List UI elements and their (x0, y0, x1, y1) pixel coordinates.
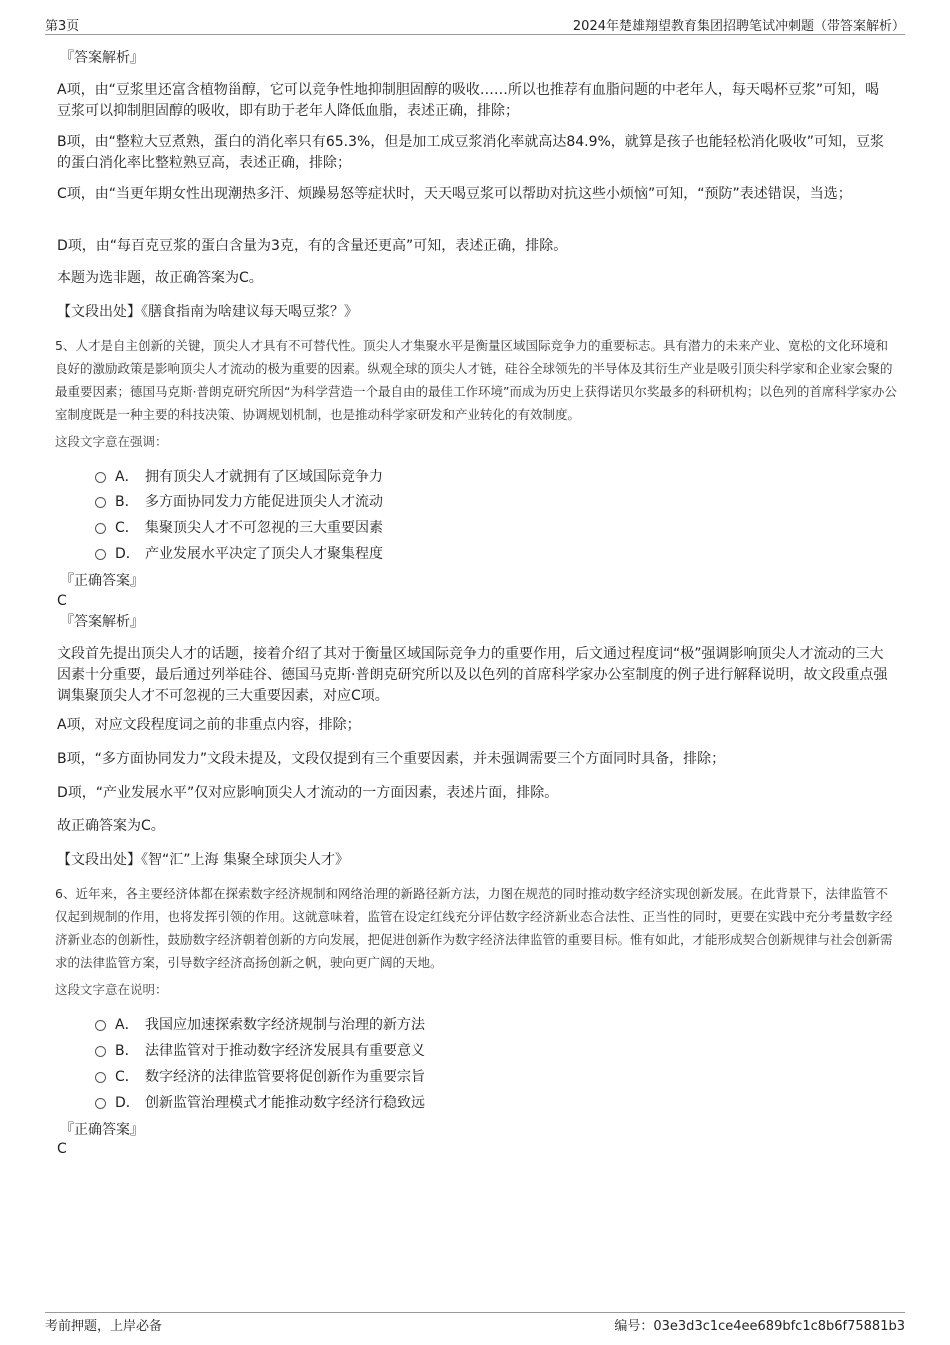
q4-conclusion: 本题为选非题，故正确答案为C。 (57, 270, 263, 286)
option-key: C． (115, 1069, 139, 1085)
q4-analysis-a: A项，由“豆浆里还富含植物甾醇，它可以竞争性地抑制胆固醇的吸收……所以也推荐有血脂问题的中老年人，每天喝杯豆浆”可知，喝豆浆可以抑制胆固醇的吸收，即有助于老年人降低血脂，表述正确，排除； (57, 82, 880, 119)
radio-icon[interactable] (95, 1072, 106, 1083)
page-footer (45, 1312, 905, 1335)
q6-answer-label: 『正确答案』 (60, 1122, 144, 1138)
option-text: 多方面协同发力方能促进顶尖人才流动 (145, 494, 383, 510)
footer-slogan: 考前押题，上岸必备 (45, 1319, 163, 1334)
q6-prompt: 这段文字意在说明： (55, 982, 168, 997)
option-text: 数字经济的法律监管要将促创新作为重要宗旨 (145, 1069, 425, 1085)
radio-icon[interactable] (95, 472, 106, 483)
q6-passage: 6、近年来，各主要经济体都在探索数字经济规制和网络治理的新路径新方法，力图在规范的同时推动数字经济实现创新发展。在此背景下，法律监管不仅起到规制的作用，也将发挥引领的作用。这就意味着，监管在设定红线充分评估数字经济新业态合法性、正当性的同时，更要在实践中充分考量数字经济新业态的创新性，鼓励数字经济朝着创新的方向发展，把促进创新作为数字经济法律监管的重要目标。惟有如此，才能形成契合创新规律与社会创新需求的法律监管方案，引导数字经济高扬创新之帆，驶向更广阔的天地。 (55, 886, 893, 970)
q5-analysis-a: A项，对应文段程度词之前的非重点内容，排除； (57, 717, 361, 733)
radio-icon[interactable] (95, 497, 106, 508)
option-key: B． (115, 494, 139, 510)
option-text: 我国应加速探索数字经济规制与治理的新方法 (145, 1017, 425, 1033)
q5-prompt: 这段文字意在强调： (55, 434, 168, 449)
radio-icon[interactable] (95, 1046, 106, 1057)
option-key: D． (115, 1095, 140, 1111)
q5-source: 【文段出处】《智“汇”上海 集聚全球顶尖人才》 (57, 852, 349, 868)
option-text: 法律监管对于推动数字经济发展具有重要意义 (145, 1043, 425, 1059)
radio-icon[interactable] (95, 549, 106, 560)
radio-icon[interactable] (95, 523, 106, 534)
q5-passage: 5、人才是自主创新的关键，顶尖人才具有不可替代性。顶尖人才集聚水平是衡量区域国际竞争力的重要标志。具有潜力的未来产业、宽松的文化环境和良好的激励政策是影响顶尖人才流动的极为重要的因素。纵观全球的顶尖人才链，硅谷全球领先的半导体及其衍生产业是吸引顶尖科学家和企业家会聚的最重要因素；德国马克斯·普朗克研究所因“为科学营造一个最自由的最佳工作环境”而成为历史上获得诺贝尔奖最多的科研机构；以色列的首席科学家办公室制度既是一种主要的科技决策、协调规划机制，也是推动科学家研发和产业转化的有效制度。 (55, 338, 897, 422)
radio-icon[interactable] (95, 1020, 106, 1031)
option-text: 创新监管治理模式才能推动数字经济行稳致远 (145, 1095, 425, 1111)
option-key: D． (115, 546, 140, 562)
document-code: 编号：03e3d3c1ce4ee689bfc1c8b6f75881b3 (614, 1319, 905, 1334)
page-header (45, 10, 905, 35)
option-text: 拥有顶尖人才就拥有了区域国际竞争力 (145, 469, 383, 485)
q4-analysis-label: 『答案解析』 (60, 50, 144, 66)
q5-answer: C (57, 593, 67, 609)
q6-answer: C (57, 1141, 67, 1157)
option-key: A． (115, 1017, 139, 1033)
q5-answer-label: 『正确答案』 (60, 573, 144, 589)
q4-analysis-d: D项，由“每百克豆浆的蛋白含量为3克，有的含量还更高”可知，表述正确，排除。 (57, 238, 568, 254)
radio-icon[interactable] (95, 1098, 106, 1109)
option-key: C． (115, 520, 139, 536)
q4-source: 【文段出处】《膳食指南为啥建议每天喝豆浆？》 (57, 304, 358, 320)
q4-analysis-c: C项，由“当更年期女性出现潮热多汗、烦躁易怒等症状时，天天喝豆浆可以帮助对抗这些小烦恼”可知，“预防”表述错误，当选； (57, 186, 852, 202)
q5-analysis-label: 『答案解析』 (60, 614, 144, 630)
option-key: A． (115, 469, 139, 485)
q5-analysis-d: D项，“产业发展水平”仅对应影响顶尖人才流动的一方面因素，表述片面，排除。 (57, 785, 559, 801)
q5-conclusion: 故正确答案为C。 (57, 818, 165, 834)
page-number: 第3页 (45, 19, 80, 34)
option-key: B． (115, 1043, 139, 1059)
q4-analysis-b: B项，由“整粒大豆煮熟，蛋白的消化率只有65.3%，但是加工成豆浆消化率就高达84.9%，就算是孩子也能轻松消化吸收”可知，豆浆的蛋白消化率比整粒熟豆高，表述正确，排除； (57, 134, 885, 171)
q5-analysis: 文段首先提出顶尖人才的话题，接着介绍了其对于衡量区域国际竞争力的重要作用，后文通过程度词“极”强调影响顶尖人才流动的三大因素十分重要，最后通过列举硅谷、德国马克斯·普朗克研究所以及以色列的首席科学家办公室制度的例子进行解释说明，故文段重点强调集聚顶尖人才不可忽视的三大重要因素，对应C项。 (57, 646, 888, 704)
option-text: 产业发展水平决定了顶尖人才聚集程度 (145, 546, 383, 562)
document-title: 2024年楚雄翔望教育集团招聘笔试冲刺题（带答案解析） (572, 19, 905, 34)
option-text: 集聚顶尖人才不可忽视的三大重要因素 (145, 520, 383, 536)
q5-analysis-b: B项，“多方面协同发力”文段未提及，文段仅提到有三个重要因素，并未强调需要三个方面同时具备，排除； (57, 751, 726, 767)
